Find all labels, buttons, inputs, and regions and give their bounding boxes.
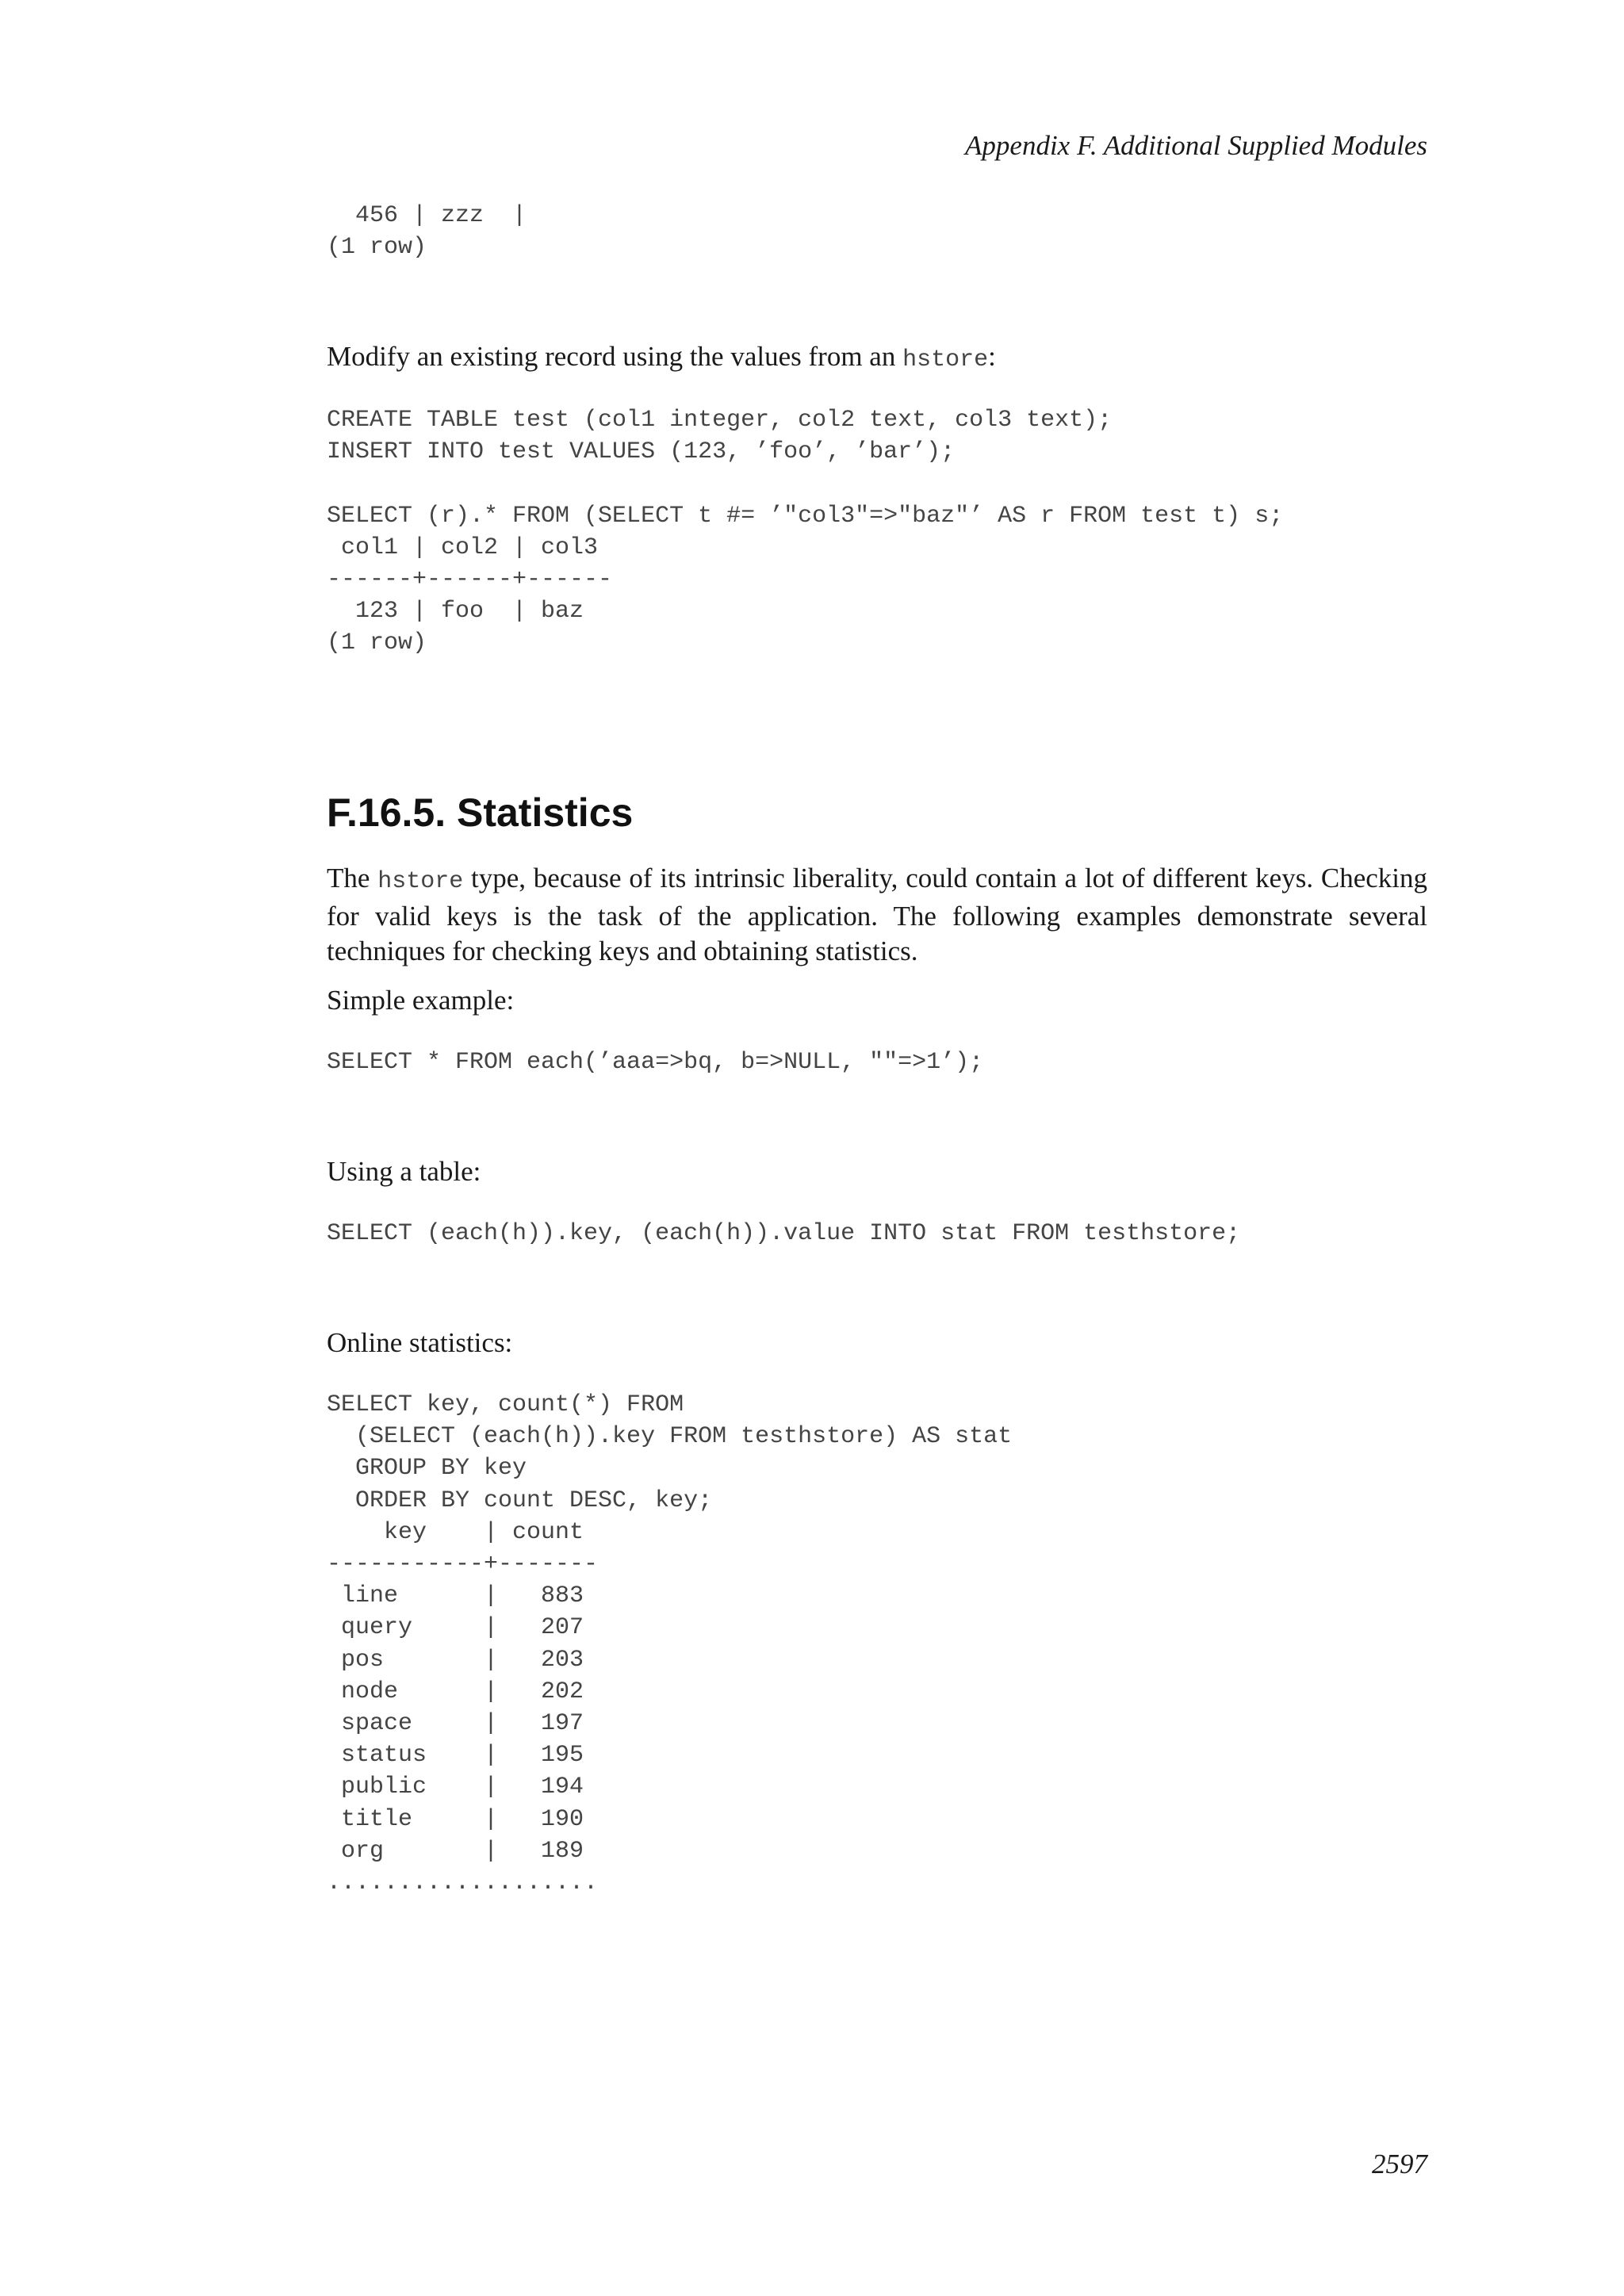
paragraph-using-table: Using a table: bbox=[327, 1156, 481, 1187]
paragraph-text: type, because of its intrinsic liberality, could contain a lot of different keys. Checking for valid keys is the task of the application. The following examples demonstrate several techniques for checking keys and obtaining statistics. bbox=[327, 863, 1427, 966]
inline-code-hstore: hstore bbox=[377, 868, 464, 895]
page-number: 2597 bbox=[1372, 2149, 1427, 2179]
section-heading: F.16.5. Statistics bbox=[327, 790, 634, 835]
code-block-modify-record: CREATE TABLE test (col1 integer, col2 text, col3 text); INSERT INTO test VALUES (123, ’foo’, ’bar’); SELECT (r).* FROM (SELECT t #= ’"col3"=>"baz"’ AS r FROM test t) s; col1 | col2 | col3 ------+------+------ 123 | foo | baz (1 row) bbox=[327, 407, 1284, 657]
code-block-using-table: SELECT (each(h)).key, (each(h)).value INTO stat FROM testhstore; bbox=[327, 1220, 1241, 1247]
paragraph-modify-record bbox=[327, 339, 1427, 377]
page-header-title: Appendix F. Additional Supplied Modules bbox=[965, 130, 1427, 161]
paragraph-text: The bbox=[327, 863, 378, 894]
paragraph-statistics-intro bbox=[327, 861, 1427, 969]
code-block-top-output: 456 | zzz | (1 row) bbox=[327, 202, 527, 262]
paragraph-online-statistics: Online statistics: bbox=[327, 1327, 513, 1358]
paragraph-text: : bbox=[988, 341, 996, 372]
inline-code-hstore: hstore bbox=[902, 346, 989, 373]
paragraph-simple-example: Simple example: bbox=[327, 985, 515, 1016]
paragraph-text: Modify an existing record using the values from an bbox=[327, 341, 903, 372]
code-block-online-statistics: SELECT key, count(*) FROM (SELECT (each(h)).key FROM testhstore) AS stat GROUP BY key ORDER BY count DESC, key; key | count -----------+------- line | 883 query | 207 pos | 203 node | 202 space | 197 status | 195 public | 194 title | 190 org | 189 ................... bbox=[327, 1391, 1013, 1897]
code-block-simple-example: SELECT * FROM each(’aaa=>bq, b=>NULL, ""=>1’); bbox=[327, 1049, 984, 1076]
